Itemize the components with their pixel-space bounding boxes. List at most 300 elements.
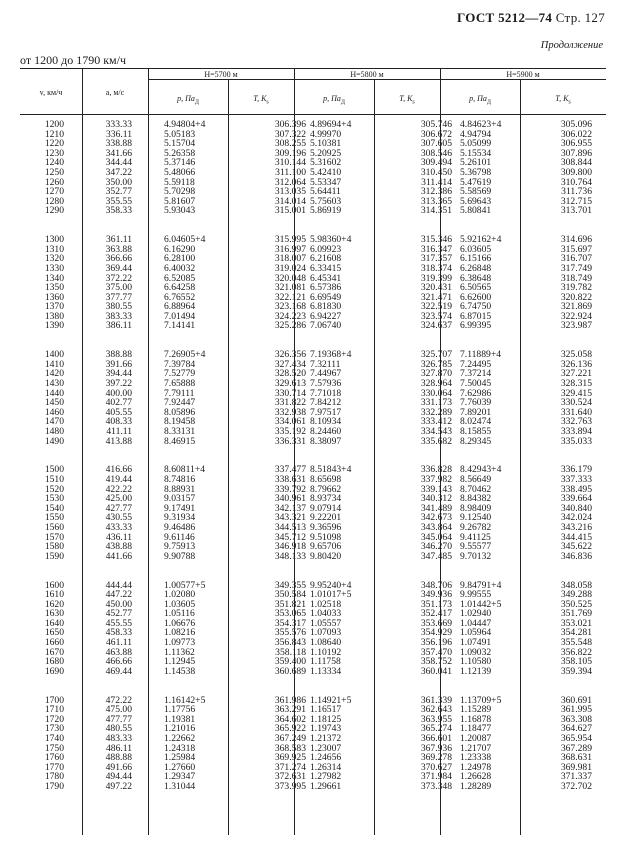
- table-cell: 322.924: [560, 310, 592, 322]
- table-cell: 8.70462: [460, 483, 492, 495]
- table-cell: 332.289: [420, 406, 452, 418]
- table-cell: 329.613: [274, 378, 306, 390]
- table-cell: 416.66: [105, 464, 132, 476]
- table-cell: 318.007: [274, 253, 306, 265]
- table-cell: 369.925: [274, 752, 306, 764]
- table-cell: 6.50565: [460, 282, 492, 294]
- table-cell: 370.627: [420, 761, 452, 773]
- table-cell: 8.02474: [460, 416, 492, 428]
- table-cell: 1.01017+5: [310, 589, 352, 601]
- table-cell: 367.249: [274, 733, 306, 744]
- table-cell: 1.23007: [310, 742, 342, 754]
- speed-column-header: v, км/ч: [39, 88, 63, 97]
- table-cell: 319.024: [274, 262, 306, 274]
- table-cell: 1.02080: [164, 589, 196, 601]
- table-cell: 306.396: [274, 119, 306, 130]
- row-group: [34, 350, 64, 446]
- row-group: [34, 120, 64, 216]
- table-cell: 1370: [44, 301, 64, 313]
- table-cell: 1.08640: [310, 637, 342, 649]
- table-cell: 6.74750: [460, 301, 492, 313]
- table-cell: 1440: [44, 387, 64, 399]
- table-cell: 480.55: [105, 723, 132, 735]
- table-cell: 335.033: [560, 435, 592, 447]
- table-cell: 334.543: [420, 426, 452, 437]
- table-cell: 9.61146: [164, 531, 195, 543]
- table-cell: 488.88: [105, 752, 132, 764]
- table-cell: 1.13709+5: [460, 694, 502, 706]
- table-cell: 1.29661: [310, 780, 342, 792]
- table-cell: 1790: [44, 780, 64, 792]
- table-cell: 354.929: [420, 627, 452, 639]
- table-cell: 8.10934: [310, 416, 342, 428]
- table-cell: 1300: [44, 234, 64, 246]
- table-cell: 361.986: [274, 694, 306, 706]
- table-cell: 5.80841: [460, 205, 492, 217]
- table-cell: 391.66: [105, 358, 132, 370]
- table-cell: 9.80420: [310, 550, 342, 562]
- table-cell: 5.26358: [164, 147, 196, 159]
- table-cell: 5.31602: [310, 157, 342, 169]
- table-cell: 325.707: [420, 349, 452, 361]
- table-cell: 6.09923: [310, 243, 342, 255]
- table-cell: 309.800: [560, 166, 592, 178]
- table-cell: 7.76039: [460, 397, 492, 409]
- row-group: [164, 465, 234, 561]
- table-cell: 313.365: [420, 195, 452, 207]
- table-cell: 6.87015: [460, 310, 492, 322]
- table-cell: 5.26101: [460, 157, 492, 169]
- table-cell: 320.431: [420, 282, 452, 294]
- table-cell: 9.55577: [460, 541, 492, 553]
- table-cell: 323.987: [560, 320, 592, 332]
- table-cell: 351.821: [274, 598, 306, 610]
- table-cell: 7.19368+4: [310, 349, 352, 361]
- table-cell: 315.001: [274, 205, 306, 217]
- table-cell: 1460: [44, 406, 64, 418]
- table-cell: 312.386: [420, 186, 452, 198]
- table-cell: 371.984: [420, 771, 452, 783]
- table-cell: 4.84623+4: [460, 119, 502, 130]
- table-cell: 1610: [44, 589, 64, 601]
- table-cell: 344.513: [274, 521, 306, 533]
- table-cell: 312.064: [274, 176, 306, 188]
- table-cell: 375.00: [105, 282, 132, 294]
- table-cell: 368.583: [274, 742, 306, 754]
- table-cell: 1520: [44, 483, 64, 495]
- table-cell: 8.65698: [310, 473, 342, 485]
- table-cell: 348.706: [420, 579, 452, 591]
- table-cell: 7.14141: [164, 320, 196, 332]
- table-cell: 377.77: [105, 291, 132, 303]
- speed-range-label: от 1200 до 1790 км/ч: [20, 53, 126, 67]
- table-cell: 5.92162+4: [460, 234, 502, 246]
- table-cell: 1.12945: [164, 656, 196, 668]
- table-cell: 1.16142+5: [164, 694, 206, 706]
- row-group: [164, 581, 234, 677]
- table-cell: 354.281: [560, 627, 592, 639]
- table-cell: 305.746: [420, 119, 452, 130]
- table-cell: 365.954: [560, 733, 592, 744]
- table-cell: 308.844: [560, 157, 592, 169]
- table-cell: 6.26848: [460, 262, 492, 274]
- table-cell: 1.09032: [460, 646, 492, 658]
- table-cell: 355.548: [560, 637, 592, 649]
- table-cell: 1.28289: [460, 780, 492, 792]
- table-cell: 325.286: [274, 320, 306, 332]
- table-cell: 349.355: [274, 579, 306, 591]
- table-cell: 386.11: [105, 320, 132, 332]
- table-cell: 331.640: [560, 406, 592, 418]
- table-cell: 8.79662: [310, 483, 342, 495]
- table-cell: 5.47619: [460, 176, 492, 188]
- table-cell: 308.546: [420, 147, 452, 159]
- table-cell: 1.15289: [460, 704, 492, 716]
- table-cell: 1430: [44, 378, 64, 390]
- table-cell: 1570: [44, 531, 64, 543]
- table-cell: 343.864: [420, 521, 452, 533]
- table-cell: 325.058: [560, 349, 592, 361]
- table-cell: 310.450: [420, 166, 452, 178]
- table-cell: 340.840: [560, 502, 592, 514]
- table-cell: 8.38097: [310, 435, 342, 447]
- table-cell: 9.65706: [310, 541, 342, 553]
- table-cell: 306.672: [420, 128, 452, 140]
- table-cell: 400.00: [105, 387, 132, 399]
- table-cell: 472.22: [105, 694, 132, 706]
- table-cell: 1730: [44, 723, 64, 735]
- table-cell: 1.27982: [310, 771, 342, 783]
- temperature-5700-column: [248, 120, 306, 792]
- table-cell: 347.485: [420, 550, 452, 562]
- table-cell: 1650: [44, 627, 64, 639]
- table-cell: 8.51843+4: [310, 464, 352, 476]
- table-cell: 353.021: [560, 617, 592, 629]
- table-cell: 1.17756: [164, 704, 196, 716]
- table-cell: 5.53347: [310, 176, 342, 188]
- table-cell: 338.495: [560, 483, 592, 495]
- row-group: [102, 235, 132, 331]
- table-cell: 319.782: [560, 282, 592, 294]
- table-cell: 436.11: [105, 531, 132, 543]
- table-cell: 350.00: [105, 176, 132, 188]
- temperature-header-2: T, $K_s$: [399, 94, 415, 106]
- table-cell: 6.16290: [164, 243, 196, 255]
- table-cell: 6.62600: [460, 291, 492, 303]
- table-cell: 1560: [44, 521, 64, 533]
- table-cell: 308.255: [274, 138, 306, 150]
- table-cell: 9.12540: [460, 512, 492, 524]
- row-group: [34, 581, 64, 677]
- table-cell: 1420: [44, 368, 64, 380]
- table-cell: 350.525: [560, 598, 592, 610]
- row-group: [460, 120, 530, 216]
- altitude-5700-header: H=5700 м: [204, 70, 238, 79]
- row-group: [534, 120, 592, 216]
- table-cell: 359.394: [560, 665, 592, 677]
- table-cell: 4.94804+4: [164, 119, 206, 130]
- table-cell: 349.288: [560, 589, 592, 601]
- table-cell: 397.22: [105, 378, 132, 390]
- table-cell: 1.21707: [460, 742, 492, 754]
- table-cell: 358.752: [420, 656, 452, 668]
- table-cell: 1500: [44, 464, 64, 476]
- table-cell: 317.357: [420, 253, 452, 265]
- table-cell: 5.75603: [310, 195, 342, 207]
- table-cell: 348.058: [560, 579, 592, 591]
- table-cell: 5.69643: [460, 195, 492, 207]
- table-cell: 6.28100: [164, 253, 196, 265]
- table-cell: 342.024: [560, 512, 592, 524]
- table-cell: 5.48066: [164, 166, 196, 178]
- table-cell: 1.07093: [310, 627, 342, 639]
- table-cell: 1210: [44, 128, 64, 140]
- table-cell: 1670: [44, 646, 64, 658]
- table-cell: 314.014: [274, 195, 306, 207]
- table-cell: 330.064: [420, 387, 452, 399]
- table-cell: 1320: [44, 253, 64, 265]
- table-cell: 360.689: [274, 665, 306, 677]
- table-cell: 469.44: [105, 665, 132, 677]
- table-cell: 1510: [44, 473, 64, 485]
- table-cell: 1.21016: [164, 723, 196, 735]
- table-cell: 4.99970: [310, 128, 342, 140]
- table-cell: 346.270: [420, 541, 452, 553]
- table-cell: 332.763: [560, 416, 592, 428]
- table-cell: 6.21608: [310, 253, 342, 265]
- table-cell: 342.673: [420, 512, 452, 524]
- table-cell: 1530: [44, 493, 64, 505]
- table-cell: 6.38648: [460, 272, 492, 284]
- pressure-header-2: p, $Па_Д$: [323, 94, 345, 106]
- table-cell: 313.701: [560, 205, 592, 217]
- row-group: [102, 120, 132, 216]
- table-cell: 9.95240+4: [310, 579, 352, 591]
- table-cell: 475.00: [105, 704, 132, 716]
- row-group: [248, 350, 306, 446]
- table-cell: 1.27660: [164, 761, 196, 773]
- row-group: [394, 120, 452, 216]
- table-cell: 405.55: [105, 406, 132, 418]
- table-cell: 1.00577+5: [164, 579, 206, 591]
- table-cell: 7.11889+4: [460, 349, 502, 361]
- table-cell: 1.02940: [460, 608, 492, 620]
- table-cell: 332.938: [274, 406, 306, 418]
- table-cell: 8.84382: [460, 493, 492, 505]
- table-cell: 5.98360+4: [310, 234, 352, 246]
- table-cell: 8.24460: [310, 426, 342, 437]
- table-cell: 7.44967: [310, 368, 342, 380]
- table-cell: 321.471: [420, 291, 452, 303]
- table-cell: 330.714: [274, 387, 306, 399]
- table-cell: 1480: [44, 426, 64, 437]
- table-cell: 461.11: [105, 637, 132, 649]
- table-cell: 1260: [44, 176, 64, 188]
- table-cell: 1.23338: [460, 752, 492, 764]
- table-cell: 362.643: [420, 704, 452, 716]
- table-cell: 315.995: [274, 234, 306, 246]
- table-cell: 8.60811+4: [164, 464, 206, 476]
- table-cell: 8.29345: [460, 435, 492, 447]
- table-cell: 1590: [44, 550, 64, 562]
- table-cell: 355.55: [105, 195, 132, 207]
- table-cell: 4.94794: [460, 128, 492, 140]
- table-cell: 8.33131: [164, 426, 196, 437]
- row-group: [460, 235, 530, 331]
- table-cell: 320.822: [560, 291, 592, 303]
- table-cell: 9.36596: [310, 521, 342, 533]
- table-cell: 7.62986: [460, 387, 492, 399]
- table-cell: 315.346: [420, 234, 452, 246]
- table-cell: 1330: [44, 262, 64, 274]
- table-cell: 338.631: [274, 473, 306, 485]
- table-cell: 1.19743: [310, 723, 342, 735]
- table-cell: 334.061: [274, 416, 306, 428]
- table-cell: 359.400: [274, 656, 306, 668]
- table-cell: 314.696: [560, 234, 592, 246]
- table-cell: 312.715: [560, 195, 592, 207]
- table-cell: 321.869: [560, 301, 592, 313]
- table-cell: 1740: [44, 733, 64, 744]
- table-cell: 363.955: [420, 713, 452, 725]
- table-cell: 317.749: [560, 262, 592, 274]
- table-cell: 349.936: [420, 589, 452, 601]
- table-cell: 9.22201: [310, 512, 342, 524]
- table-cell: 1.24656: [310, 752, 342, 764]
- table-cell: 369.44: [105, 262, 132, 274]
- table-cell: 311.736: [561, 186, 592, 198]
- row-group: [102, 350, 132, 446]
- table-cell: 458.33: [105, 627, 132, 639]
- table-cell: 7.32111: [310, 358, 341, 370]
- row-group: [310, 120, 380, 216]
- table-cell: 5.37146: [164, 157, 196, 169]
- table-cell: 1710: [44, 704, 64, 716]
- table-cell: 328.964: [420, 378, 452, 390]
- row-group: [102, 465, 132, 561]
- table-cell: 371.337: [560, 771, 592, 783]
- table-cell: 1.26314: [310, 761, 342, 773]
- table-cell: 483.33: [105, 733, 132, 744]
- table-cell: 9.03157: [164, 493, 196, 505]
- table-cell: 310.144: [274, 157, 306, 169]
- row-group: [394, 235, 452, 331]
- table-cell: 6.03605: [460, 243, 492, 255]
- row-group: [102, 581, 132, 677]
- table-cell: 361.11: [105, 234, 132, 246]
- table-cell: 1250: [44, 166, 64, 178]
- table-cell: 367.936: [420, 742, 452, 754]
- table-cell: 338.88: [105, 138, 132, 150]
- table-cell: 6.33415: [310, 262, 342, 274]
- table-cell: 7.65888: [164, 378, 196, 390]
- row-group: [534, 696, 592, 792]
- row-group: [534, 581, 592, 677]
- row-group: [310, 696, 380, 792]
- table-cell: 309.494: [420, 157, 452, 169]
- table-cell: 6.52085: [164, 272, 196, 284]
- table-cell: 361.339: [420, 694, 452, 706]
- table-cell: 444.44: [105, 579, 132, 591]
- row-group: [248, 120, 306, 216]
- row-group: [164, 235, 234, 331]
- table-cell: 7.06740: [310, 320, 342, 332]
- table-cell: 1.14538: [164, 665, 196, 677]
- table-cell: 347.22: [105, 166, 132, 178]
- table-cell: 9.84791+4: [460, 579, 502, 591]
- pressure-header-3: p, $Па_Д$: [469, 94, 491, 106]
- table-cell: 9.31934: [164, 512, 196, 524]
- table-cell: 9.99555: [460, 589, 492, 601]
- table-cell: 8.46915: [164, 435, 196, 447]
- table-cell: 352.77: [105, 186, 132, 198]
- table-cell: 466.66: [105, 656, 132, 668]
- table-cell: 1.05116: [164, 608, 195, 620]
- table-cell: 1.21372: [310, 733, 342, 744]
- table-cell: 316.707: [560, 253, 592, 265]
- table-cell: 6.45341: [310, 272, 342, 284]
- table-cell: 307.896: [560, 147, 592, 159]
- table-cell: 441.66: [105, 550, 132, 562]
- table-cell: 1280: [44, 195, 64, 207]
- table-cell: 419.44: [105, 473, 132, 485]
- table-cell: 344.44: [105, 157, 132, 169]
- table-cell: 1.20087: [460, 733, 492, 744]
- table-cell: 341.489: [420, 502, 452, 514]
- table-cell: 353.669: [420, 617, 452, 629]
- table-cell: 333.894: [560, 426, 592, 437]
- table-cell: 337.477: [274, 464, 306, 476]
- table-cell: 358.118: [275, 646, 306, 658]
- table-cell: 1620: [44, 598, 64, 610]
- table-cell: 8.56649: [460, 473, 492, 485]
- table-cell: 413.88: [105, 435, 132, 447]
- table-cell: 1360: [44, 291, 64, 303]
- table-cell: 5.58569: [460, 186, 492, 198]
- table-cell: 1.04033: [310, 608, 342, 620]
- temperature-5800-column: [394, 120, 452, 792]
- table-cell: 327.434: [274, 358, 306, 370]
- table-cell: 345.622: [560, 541, 592, 553]
- table-cell: 497.22: [105, 780, 132, 792]
- table-cell: 320.048: [274, 272, 306, 284]
- table-cell: 8.42943+4: [460, 464, 502, 476]
- table-cell: 352.417: [420, 608, 452, 620]
- table-cell: 336.179: [560, 464, 592, 476]
- row-group: [394, 696, 452, 792]
- table-cell: 358.33: [105, 205, 132, 217]
- row-group: [460, 581, 530, 677]
- table-cell: 335.192: [274, 426, 306, 437]
- table-cell: 327.221: [560, 368, 592, 380]
- table-cell: 315.697: [560, 243, 592, 255]
- table-cell: 5.36798: [460, 166, 492, 178]
- table-cell: 7.79111: [164, 387, 195, 399]
- altitude-5800-header: H=5800 м: [350, 70, 384, 79]
- row-group: [34, 465, 64, 561]
- table-cell: 336.828: [420, 464, 452, 476]
- row-group: [534, 350, 592, 446]
- table-cell: 1270: [44, 186, 64, 198]
- table-cell: 356.822: [560, 646, 592, 658]
- table-cell: 1.12139: [460, 665, 492, 677]
- row-group: [164, 696, 234, 792]
- table-cell: 8.15855: [460, 426, 492, 437]
- row-group: [394, 581, 452, 677]
- table-cell: 427.77: [105, 502, 132, 514]
- table-cell: 311.100: [275, 166, 306, 178]
- table-cell: 1540: [44, 502, 64, 514]
